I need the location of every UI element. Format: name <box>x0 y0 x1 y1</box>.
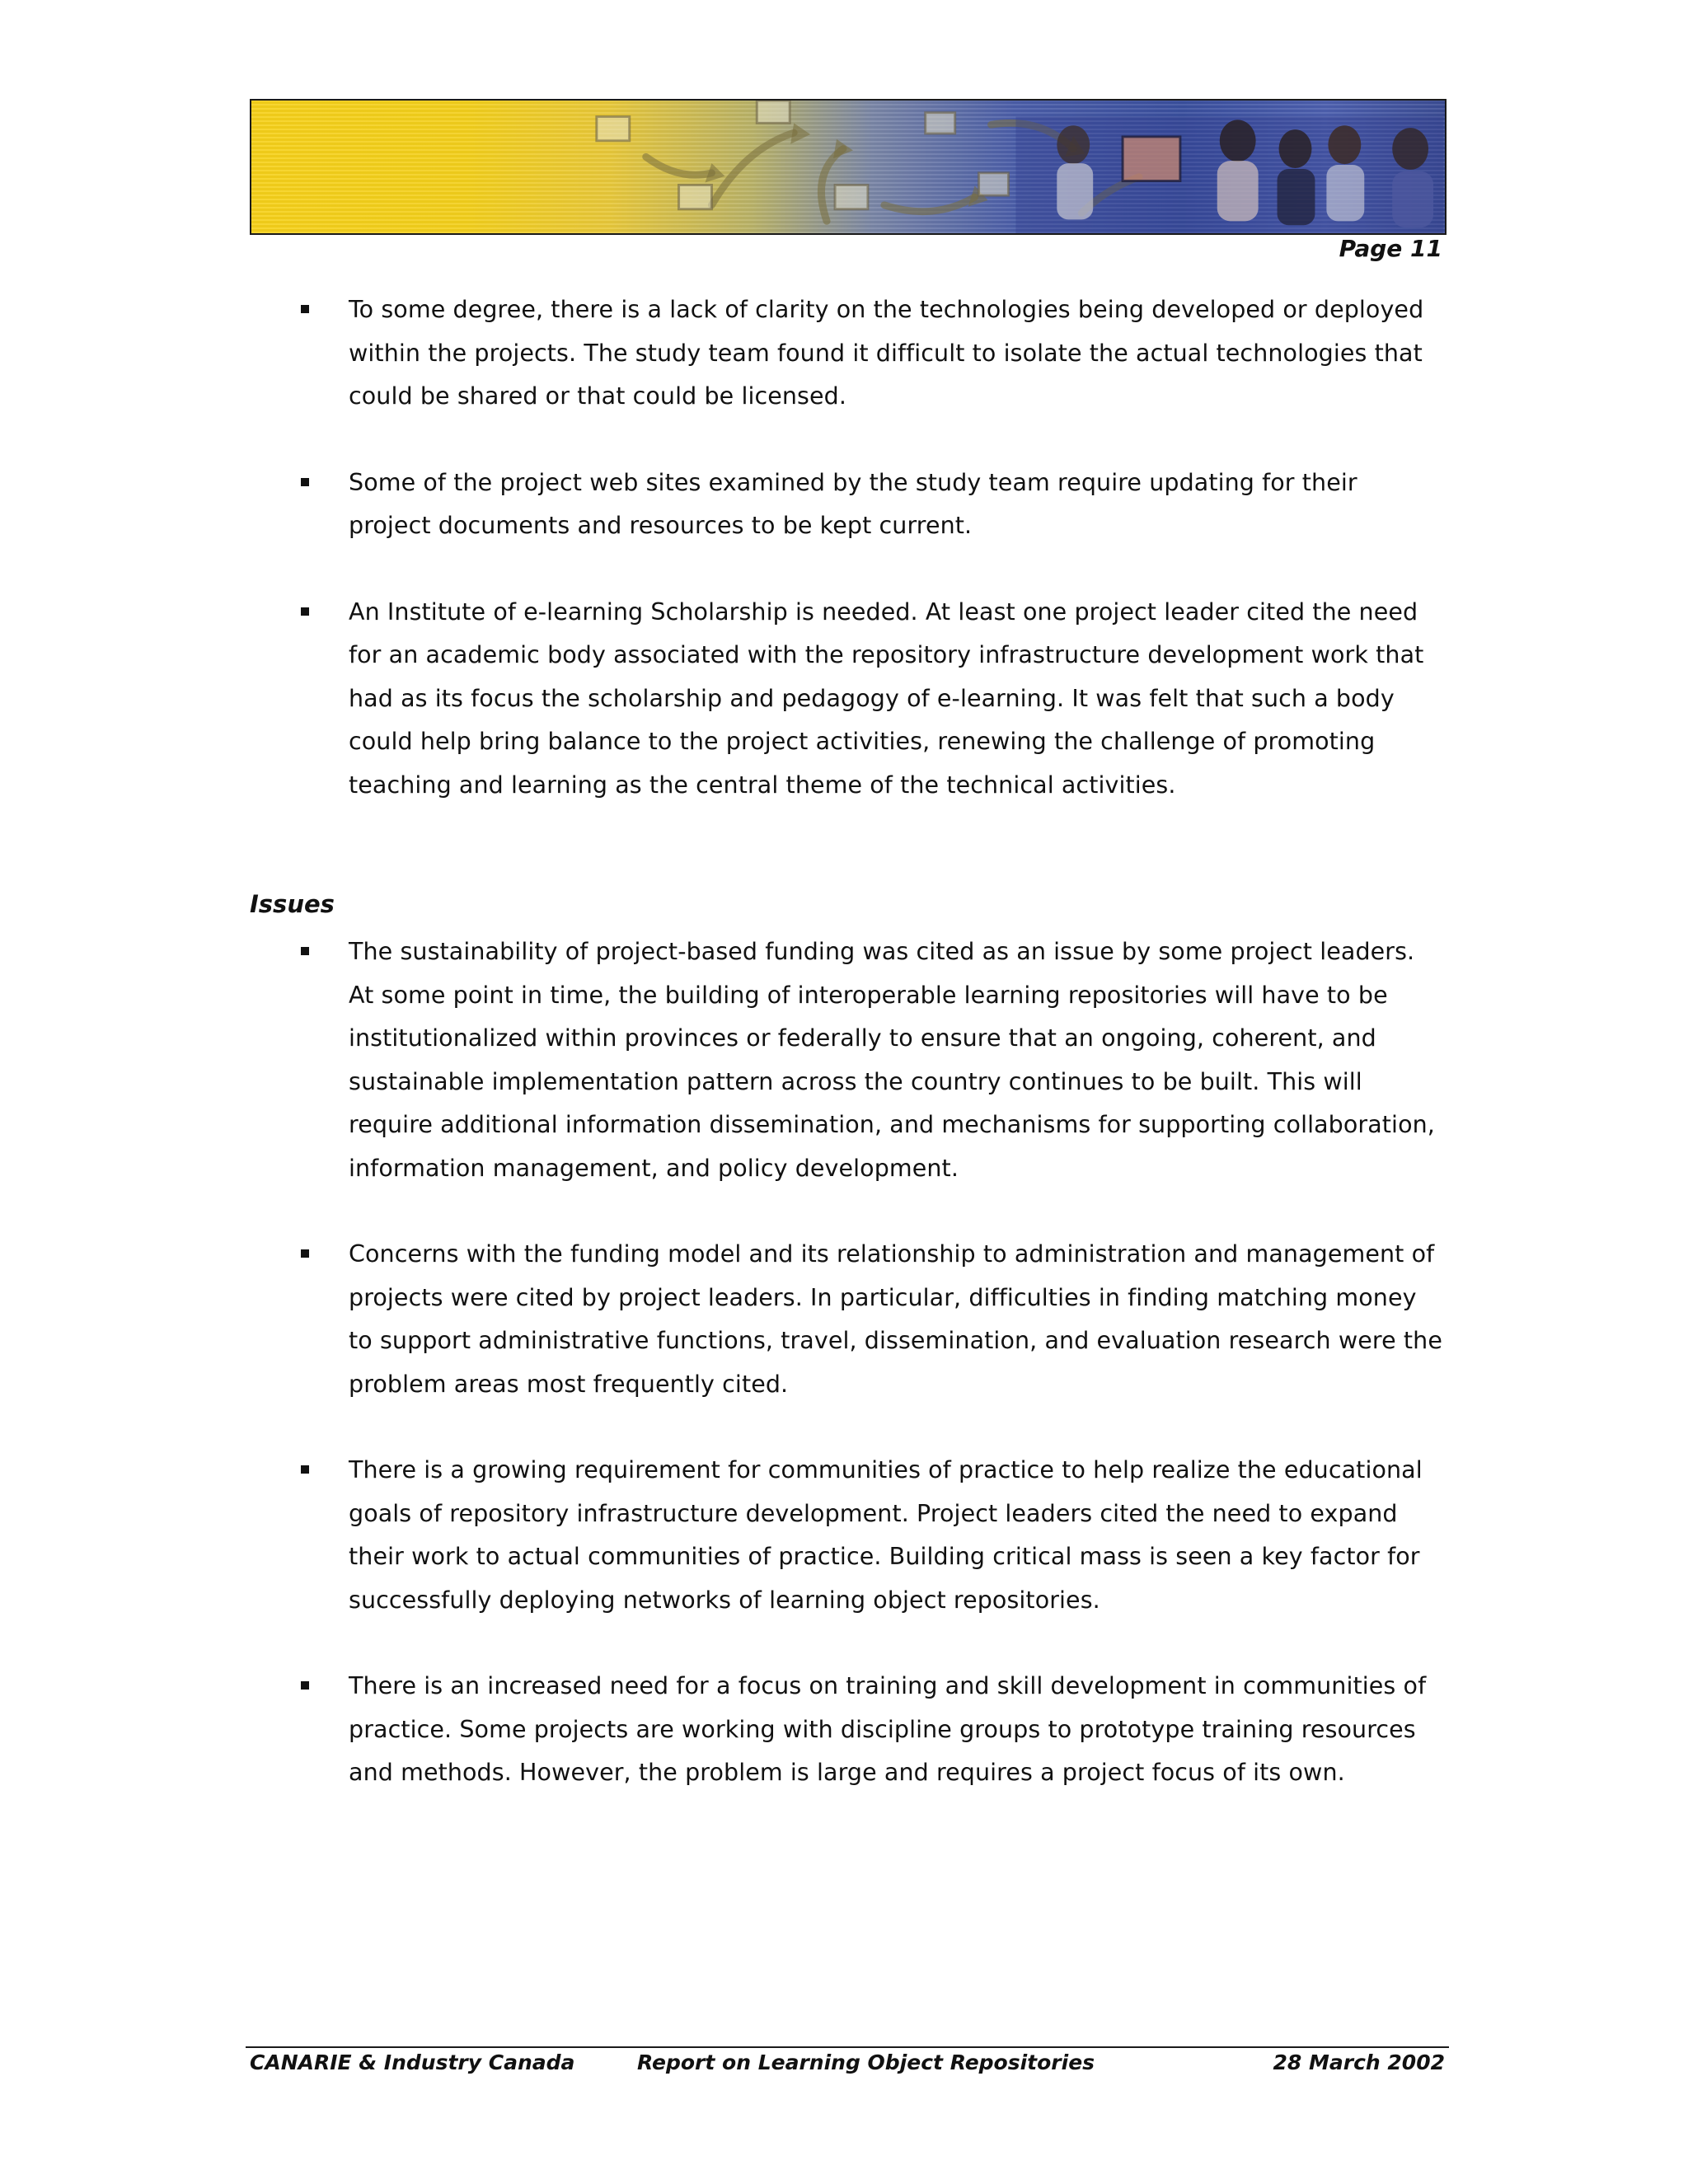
list-item-text: To some degree, there is a lack of clarity on the technologies being developed or deployed within the projects. The study team found it difficult to isolate the actual technologies that could be shared or that could be licensed. <box>349 296 1424 410</box>
square-bullet-icon <box>301 1249 309 1258</box>
list-item-text: Concerns with the funding model and its relationship to administration and management of projects were cited by project leaders. In particular, difficulties in finding matching money to support administrative functions, travel, dissemination, and evaluation research were the problem areas most frequently cited. <box>349 1240 1442 1398</box>
page-number: Page 11 <box>1339 235 1442 262</box>
section-heading-issues: Issues <box>250 890 335 918</box>
list-item <box>250 462 1447 548</box>
list-item-text: There is a growing requirement for communities of practice to help realize the educational goals of repository infrastructure development. Project leaders cited the need to expand their work to actual communities of practice. Building critical mass is seen a key factor for successfully deploying networks of learning object repositories. <box>349 1456 1423 1614</box>
list-item <box>250 1233 1447 1406</box>
list-item <box>250 591 1447 808</box>
list-item-text: There is an increased need for a focus on training and skill development in communities of practice. Some projects are working with discipline groups to prototype training resources and methods. However, the problem is large and requires a project focus of its own. <box>349 1672 1427 1786</box>
square-bullet-icon <box>301 1681 309 1690</box>
footer-date: 28 March 2002 <box>1273 2050 1445 2074</box>
list-item <box>250 1449 1447 1622</box>
square-bullet-icon <box>301 478 309 486</box>
header-banner-image <box>250 99 1447 235</box>
square-bullet-icon <box>301 947 309 955</box>
page-footer <box>250 2050 1447 2083</box>
footer-divider <box>246 2046 1449 2048</box>
list-item <box>250 930 1447 1190</box>
network-illustration-icon <box>251 101 1445 233</box>
square-bullet-icon <box>301 607 309 616</box>
footer-organization: CANARIE & Industry Canada <box>250 2050 575 2074</box>
document-body <box>250 288 1447 1838</box>
list-item <box>250 288 1447 419</box>
list-item-text: An Institute of e-learning Scholarship is needed. At least one project leader cited the need for an academic body associated with the repository infrastructure development work that had as its focus the scholarship and pedagogy of e-learning. It was felt that such a body could help bring balance to the project activities, renewing the challenge of promoting teaching and learning as the central theme of the technical activities. <box>349 598 1424 799</box>
list-item-text: Some of the project web sites examined by the study team require updating for their project documents and resources to be kept current. <box>349 468 1357 539</box>
list-item <box>250 1665 1447 1795</box>
square-bullet-icon <box>301 1465 309 1474</box>
square-bullet-icon <box>301 305 309 313</box>
footer-report-title: Report on Learning Object Repositories <box>637 2050 1095 2074</box>
issues-list <box>250 930 1447 1795</box>
findings-list <box>250 288 1447 807</box>
list-item-text: The sustainability of project-based funding was cited as an issue by some project leaders. At some point in time, the building of interoperable learning repositories will have to be institutionalized within provinces or federally to ensure that an ongoing, coherent, and sustainable implementation pattern across the country continues to be built. This will require additional information dissemination, and mechanisms for supporting collaboration, information management, and policy development. <box>349 938 1435 1182</box>
